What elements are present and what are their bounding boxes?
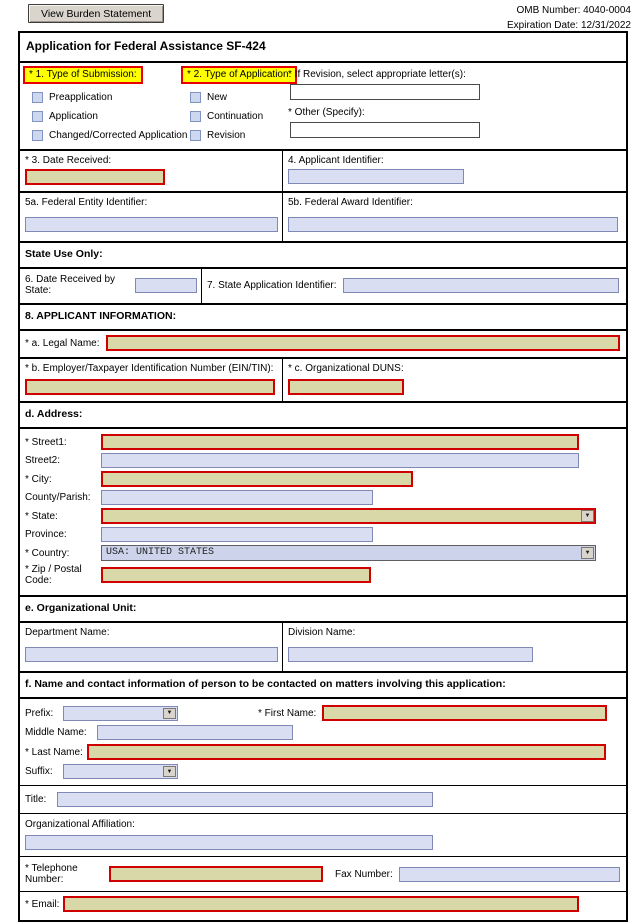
city-input[interactable]	[101, 471, 413, 487]
title-label: Title:	[25, 794, 47, 805]
country-value: USA: UNITED STATES	[106, 547, 215, 558]
state-label: * State:	[25, 510, 58, 522]
fax-number-input[interactable]	[399, 867, 620, 882]
city-label: * City:	[25, 473, 52, 485]
date-received-input[interactable]	[25, 169, 165, 185]
application-checkbox[interactable]	[32, 111, 43, 122]
org-unit-header: e. Organizational Unit:	[20, 597, 626, 623]
middle-name-input[interactable]	[97, 725, 293, 740]
province-label: Province:	[25, 529, 67, 540]
middle-name-label: Middle Name:	[25, 727, 87, 738]
telephone-number-label: * Telephone Number:	[25, 863, 78, 885]
preapplication-checkbox[interactable]	[32, 92, 43, 103]
revision-checkbox[interactable]	[190, 130, 201, 141]
suffix-label: Suffix:	[25, 766, 53, 777]
address-header: d. Address:	[20, 403, 626, 429]
revision-letter-input[interactable]	[290, 84, 480, 100]
prefix-label: Prefix:	[25, 707, 54, 719]
revision-detail-group	[288, 63, 626, 141]
email-row	[20, 892, 626, 920]
zip-postal-code-input[interactable]	[101, 567, 371, 583]
county-parish-label: County/Parish:	[25, 492, 91, 503]
type-of-submission-label: * 1. Type of Submission:	[23, 66, 143, 84]
revision-letter-label: * If Revision, select appropriate letter(s):	[288, 69, 466, 80]
duns-input[interactable]	[288, 379, 404, 395]
continuation-label: Continuation	[207, 111, 264, 122]
row-b-c	[20, 359, 626, 403]
first-name-input[interactable]	[322, 705, 607, 721]
top-bar	[0, 0, 641, 31]
revision-label: Revision	[207, 130, 246, 141]
state-select[interactable]	[101, 508, 596, 524]
telephone-number-input[interactable]	[109, 866, 323, 882]
new-label: New	[207, 92, 228, 103]
type-of-application-label: * 2. Type of Application:	[181, 66, 297, 84]
organizational-affiliation-label: Organizational Affiliation:	[25, 819, 135, 830]
other-specify-input[interactable]	[290, 122, 480, 138]
division-name-input[interactable]	[288, 647, 533, 662]
continuation-option[interactable]	[190, 111, 288, 122]
applicant-information-header: 8. APPLICANT INFORMATION:	[20, 305, 626, 331]
applicant-identifier-label: 4. Applicant Identifier:	[288, 155, 384, 166]
chevron-down-icon[interactable]: ▼	[163, 766, 176, 777]
changed-corrected-option[interactable]	[32, 130, 188, 141]
country-select[interactable]	[101, 545, 596, 561]
state-application-identifier-input[interactable]	[343, 278, 619, 293]
type-of-application-group	[178, 63, 292, 141]
street2-input[interactable]	[101, 453, 579, 468]
organizational-affiliation-input[interactable]	[25, 835, 433, 850]
date-received-by-state-input[interactable]	[135, 278, 197, 293]
zip-postal-code-label: * Zip / Postal Code:	[25, 564, 82, 586]
omb-info	[507, 4, 631, 33]
contact-name-block	[20, 699, 626, 786]
form-title: Application for Federal Assistance SF-424	[20, 33, 626, 63]
application-label: Application	[49, 111, 98, 122]
state-use-only-header: State Use Only:	[20, 243, 626, 269]
first-name-label: * First Name:	[258, 707, 317, 719]
division-name-label: Division Name:	[288, 627, 356, 638]
date-received-by-state-label: 6. Date Received by State:	[25, 274, 116, 296]
last-name-label: * Last Name:	[25, 746, 83, 758]
last-name-input[interactable]	[87, 744, 606, 760]
chevron-down-icon[interactable]: ▼	[163, 708, 176, 719]
federal-award-identifier-input[interactable]	[288, 217, 618, 232]
email-label: * Email:	[25, 898, 60, 910]
expiration-date: Expiration Date: 12/31/2022	[507, 19, 631, 31]
changed-corrected-label: Changed/Corrected Application	[49, 130, 188, 141]
federal-entity-identifier-input[interactable]	[25, 217, 278, 232]
revision-option[interactable]	[190, 130, 288, 141]
view-burden-statement-button[interactable]: View Burden Statement	[28, 4, 164, 23]
email-input[interactable]	[63, 896, 579, 912]
street1-label: * Street1:	[25, 436, 67, 448]
country-label: * Country:	[25, 547, 70, 559]
ein-label: * b. Employer/Taxpayer Identification Number (EIN/TIN):	[25, 363, 274, 374]
county-parish-input[interactable]	[101, 490, 373, 505]
applicant-identifier-input[interactable]	[288, 169, 464, 184]
type-section	[20, 63, 626, 151]
new-checkbox[interactable]	[190, 92, 201, 103]
org-unit-row	[20, 623, 626, 673]
ein-input[interactable]	[25, 379, 275, 395]
street1-input[interactable]	[101, 434, 579, 450]
org-affiliation-row	[20, 814, 626, 857]
omb-number: OMB Number: 4040-0004	[516, 5, 631, 16]
legal-name-label: * a. Legal Name:	[25, 337, 100, 349]
province-input[interactable]	[101, 527, 373, 542]
date-received-label: * 3. Date Received:	[25, 155, 112, 166]
phone-row	[20, 857, 626, 892]
changed-corrected-checkbox[interactable]	[32, 130, 43, 141]
fax-number-label: Fax Number:	[335, 868, 393, 880]
legal-name-row	[20, 331, 626, 359]
title-input[interactable]	[57, 792, 433, 807]
prefix-select[interactable]	[63, 706, 178, 721]
contact-header: f. Name and contact information of person to be contacted on matters involving this application:	[20, 673, 626, 699]
legal-name-input[interactable]	[106, 335, 621, 351]
type-of-submission-group	[20, 63, 188, 141]
chevron-down-icon[interactable]: ▼	[581, 547, 594, 559]
continuation-checkbox[interactable]	[190, 111, 201, 122]
application-option[interactable]	[32, 111, 178, 122]
chevron-down-icon[interactable]: ▼	[581, 510, 594, 522]
new-option[interactable]	[190, 92, 288, 103]
preapplication-label: Preapplication	[49, 92, 113, 103]
other-specify-label: * Other (Specify):	[288, 107, 365, 118]
contact-title-row	[20, 786, 626, 814]
street2-label: Street2:	[25, 455, 61, 466]
federal-entity-identifier-label: 5a. Federal Entity Identifier:	[25, 197, 148, 208]
sf424-form	[18, 31, 628, 922]
preapplication-option[interactable]	[32, 92, 178, 103]
state-application-identifier-label: 7. State Application Identifier:	[207, 279, 337, 291]
duns-label: * c. Organizational DUNS:	[288, 363, 404, 374]
department-name-input[interactable]	[25, 647, 278, 662]
row-6-7	[20, 269, 626, 305]
row-5a-5b	[20, 193, 626, 243]
row-3-4	[20, 151, 626, 193]
suffix-select[interactable]	[63, 764, 178, 779]
department-name-label: Department Name:	[25, 627, 110, 638]
federal-award-identifier-label: 5b. Federal Award Identifier:	[288, 197, 413, 208]
address-block	[20, 429, 626, 597]
